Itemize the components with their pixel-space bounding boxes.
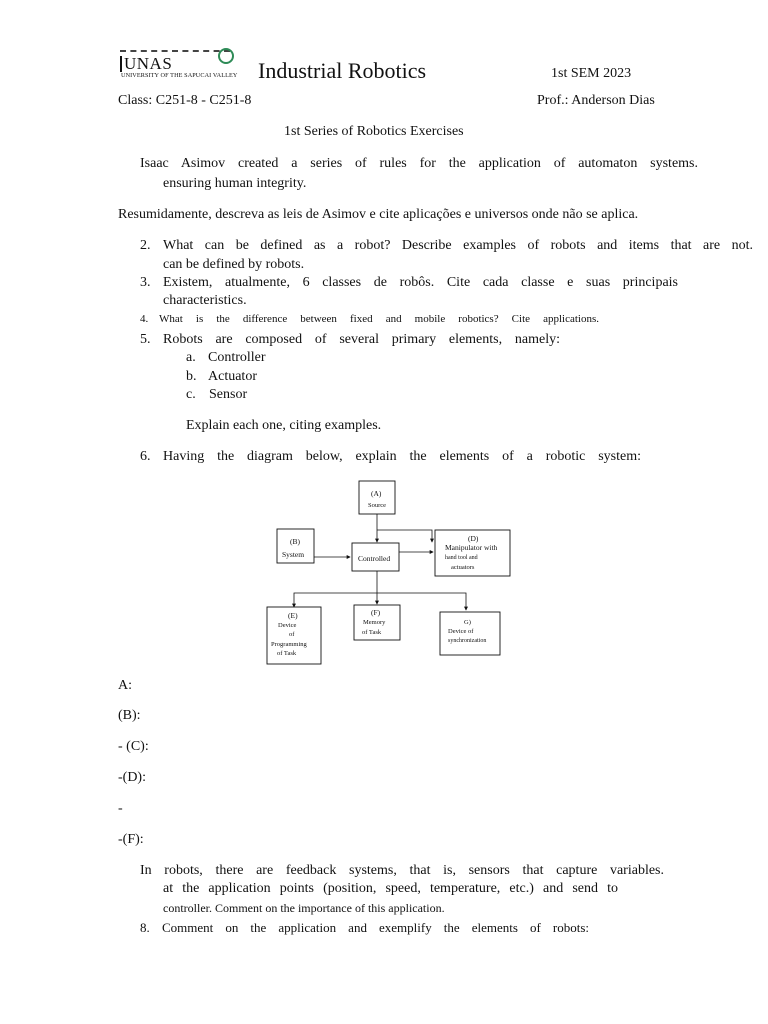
label-f-line1: Memory — [363, 619, 386, 626]
q6-number: 6. — [140, 449, 151, 464]
answer-e: - — [118, 801, 123, 816]
university-logo — [118, 48, 236, 82]
q8-line-1: Comment on the application and exemplify the elements of robots: — [162, 920, 589, 935]
q3-line-1: Existem, atualmente, 6 classes de robôs. Cite cada classe e suas principais — [163, 275, 678, 290]
intro-line-1: Isaac Asimov created a series of rules for the application of automaton systems. — [140, 156, 698, 171]
logo-subtitle: UNIVERSITY OF THE SAPUCAI VALLEY — [121, 72, 238, 79]
label-b-letter: (B) — [290, 537, 300, 546]
robotic-system-diagram — [262, 476, 526, 666]
label-e-letter: (E) — [288, 611, 298, 620]
feedback-line-2: at the application points (position, speed, temperature, etc.) and send to — [163, 881, 618, 896]
label-g-line2: synchronization — [448, 638, 487, 644]
label-f-letter: (F) — [371, 608, 381, 617]
label-d-letter: (D) — [468, 534, 479, 543]
logo-bar — [120, 56, 122, 72]
q3-line-2: characteristics. — [163, 293, 247, 308]
q3-number: 3. — [140, 275, 151, 290]
label-d-line3: actuators — [451, 564, 475, 571]
answer-c: - (C): — [118, 739, 149, 754]
q5-item-letter: c. — [186, 387, 196, 402]
logo-dash-line — [120, 50, 230, 52]
q2-line-1: What can be defined as a robot? Describe examples of robots and items that are not. — [163, 238, 753, 253]
label-a-letter: (A) — [371, 489, 382, 498]
q8-number: 8. — [140, 920, 150, 935]
label-d-line1: Manipulator with — [445, 543, 498, 552]
q5-explain: Explain each one, citing examples. — [186, 418, 382, 433]
summary-paragraph: Resumidamente, descreva as leis de Asimov e cite aplicações e universos onde não se aplica. — [118, 207, 639, 222]
q2-number: 2. — [140, 238, 151, 253]
logo-name: UNAS — [124, 54, 173, 73]
label-g-letter: G) — [464, 619, 471, 626]
q5-line-1: Robots are composed of several primary elements, namely: — [163, 332, 560, 347]
logo-ring-icon — [218, 48, 234, 64]
answer-d: -(D): — [118, 770, 146, 785]
series-title: 1st Series of Robotics Exercises — [284, 124, 464, 139]
feedback-line-1: In robots, there are feedback systems, that is, sensors that capture variables. — [140, 863, 664, 878]
class-label: Class: C251-8 - C251-8 — [118, 93, 252, 108]
feedback-line-3: controller. Comment on the importance of this application. — [163, 901, 445, 915]
answer-f: -(F): — [118, 832, 144, 847]
q6-line-1: Having the diagram below, explain the elements of a robotic system: — [163, 449, 641, 464]
label-d-line2: hand tool and — [445, 555, 478, 561]
q5-item-text: Actuator — [208, 369, 257, 384]
semester-label: 1st SEM 2023 — [551, 66, 632, 81]
q5-number: 5. — [140, 332, 151, 347]
answer-b: (B): — [118, 708, 141, 723]
answer-a: A: — [118, 678, 132, 693]
label-a-text: Source — [368, 502, 387, 509]
label-b-text: System — [282, 550, 305, 559]
q5-item-text: Sensor — [209, 387, 248, 402]
intro-line-2: ensuring human integrity. — [163, 176, 307, 191]
professor-label: Prof.: Anderson Dias — [537, 93, 655, 108]
label-e-line3: Programming — [271, 641, 307, 648]
q5-item-text: Controller — [208, 350, 266, 365]
label-e-line4: of Task — [277, 650, 297, 657]
label-e-line1: Device — [278, 622, 297, 629]
q4-number: 4. — [140, 313, 149, 325]
q5-item-letter: a. — [186, 350, 196, 365]
label-c-text: Controlled — [358, 554, 391, 563]
label-e-line2: of — [289, 631, 295, 638]
q2-line-2: can be defined by robots. — [163, 257, 305, 272]
q5-item-letter: b. — [186, 369, 197, 384]
q4-line-1: What is the difference between fixed and mobile robotics? Cite applications. — [159, 313, 599, 325]
document-title: Industrial Robotics — [258, 58, 427, 83]
label-f-line2: of Task — [362, 629, 382, 636]
label-g-line1: Device of — [448, 628, 474, 635]
